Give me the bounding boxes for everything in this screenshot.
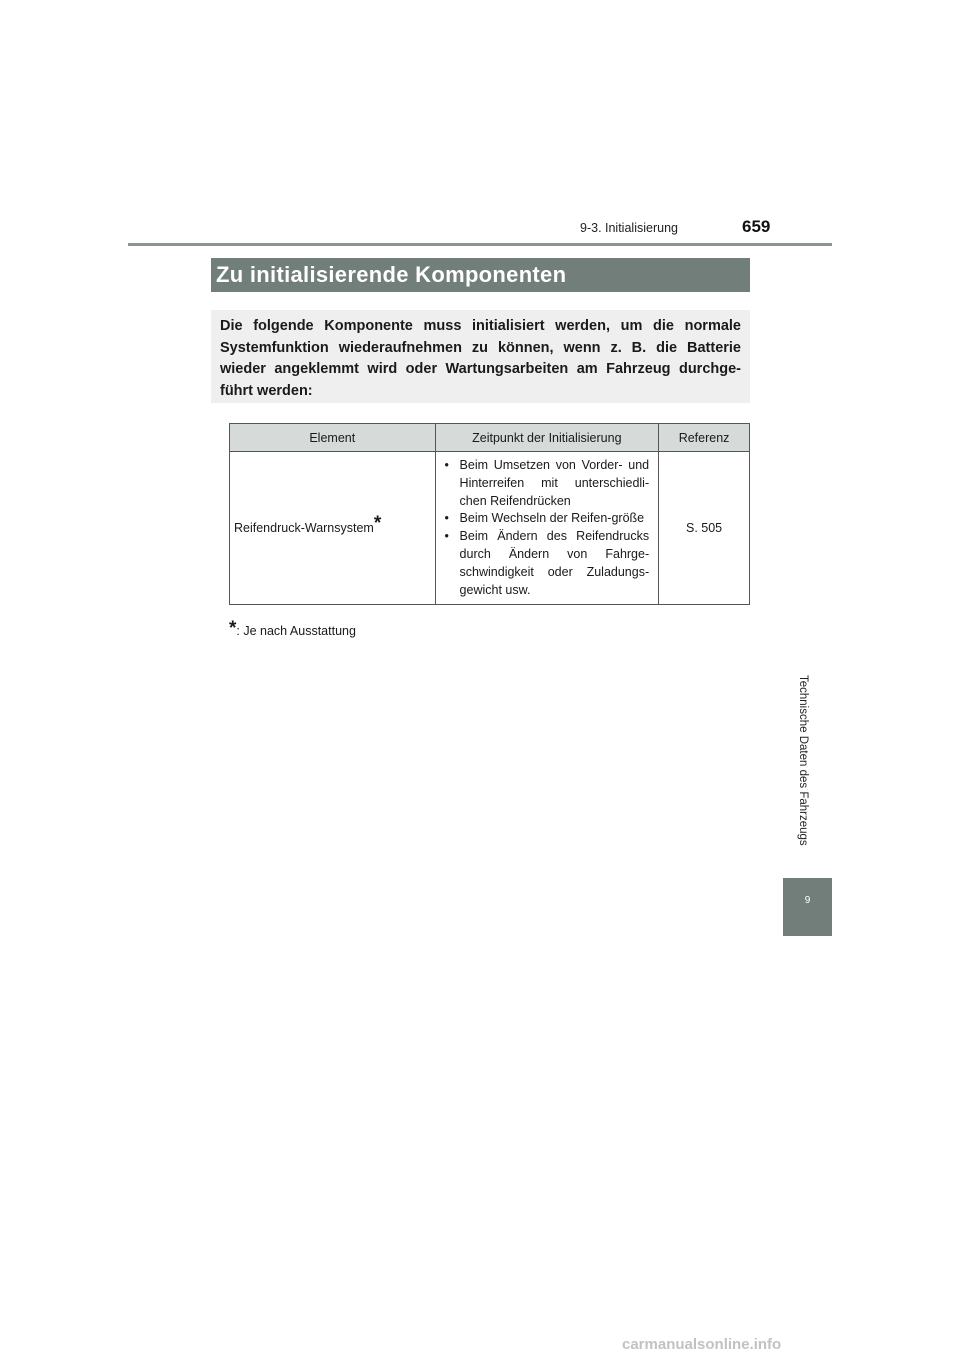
chapter-side-label <box>796 660 810 860</box>
table-header-row <box>230 424 750 452</box>
reference-cell: S. 505 <box>659 452 750 605</box>
footnote-marker: * <box>229 618 237 639</box>
element-name: Reifendruck-Warnsystem <box>234 521 374 536</box>
column-header-element: Element <box>230 424 436 452</box>
footnote <box>229 618 356 639</box>
timing-list <box>444 457 650 599</box>
column-header-timing: Zeitpunkt der Initialisierung <box>435 424 659 452</box>
running-header-section: 9-3. Initialisierung <box>580 221 678 235</box>
timing-item: • Beim Ändern des Reifendrucks durch Ändern von Fahrge-schwindigkeit oder Zuladungs-gewicht usw. <box>444 529 650 597</box>
element-cell <box>230 452 436 605</box>
initialization-table <box>229 423 750 605</box>
chapter-tab: 9 <box>783 878 832 936</box>
page-number: 659 <box>742 217 771 236</box>
section-title: Zu initialisierende Komponenten <box>211 258 750 292</box>
table-row <box>230 452 750 605</box>
chapter-title: Technische Daten des Fahrzeugs <box>797 674 809 846</box>
timing-item: • Beim Umsetzen von Vorder- und Hinterreifen mit unterschiedli-chen Reifendrücken <box>444 458 650 508</box>
footnote-asterisk: * <box>373 513 382 535</box>
timing-cell <box>435 452 659 605</box>
intro-box <box>211 310 750 403</box>
header-rule <box>128 243 832 246</box>
column-header-reference: Referenz <box>659 424 750 452</box>
watermark: carmanualsonline.info <box>622 1336 782 1353</box>
footnote-text: : Je nach Ausstattung <box>236 624 356 638</box>
timing-item: • Beim Wechseln der Reifen-größe <box>444 511 645 526</box>
intro-text: Die folgende Komponente muss initialisiert werden, um die normale Systemfunktion wiederaufnehmen zu können, wenn z. B. die Batterie wieder angeklemmt wird oder Wartungsarbeiten am Fahrzeug durchge-führt werden: <box>220 318 741 399</box>
